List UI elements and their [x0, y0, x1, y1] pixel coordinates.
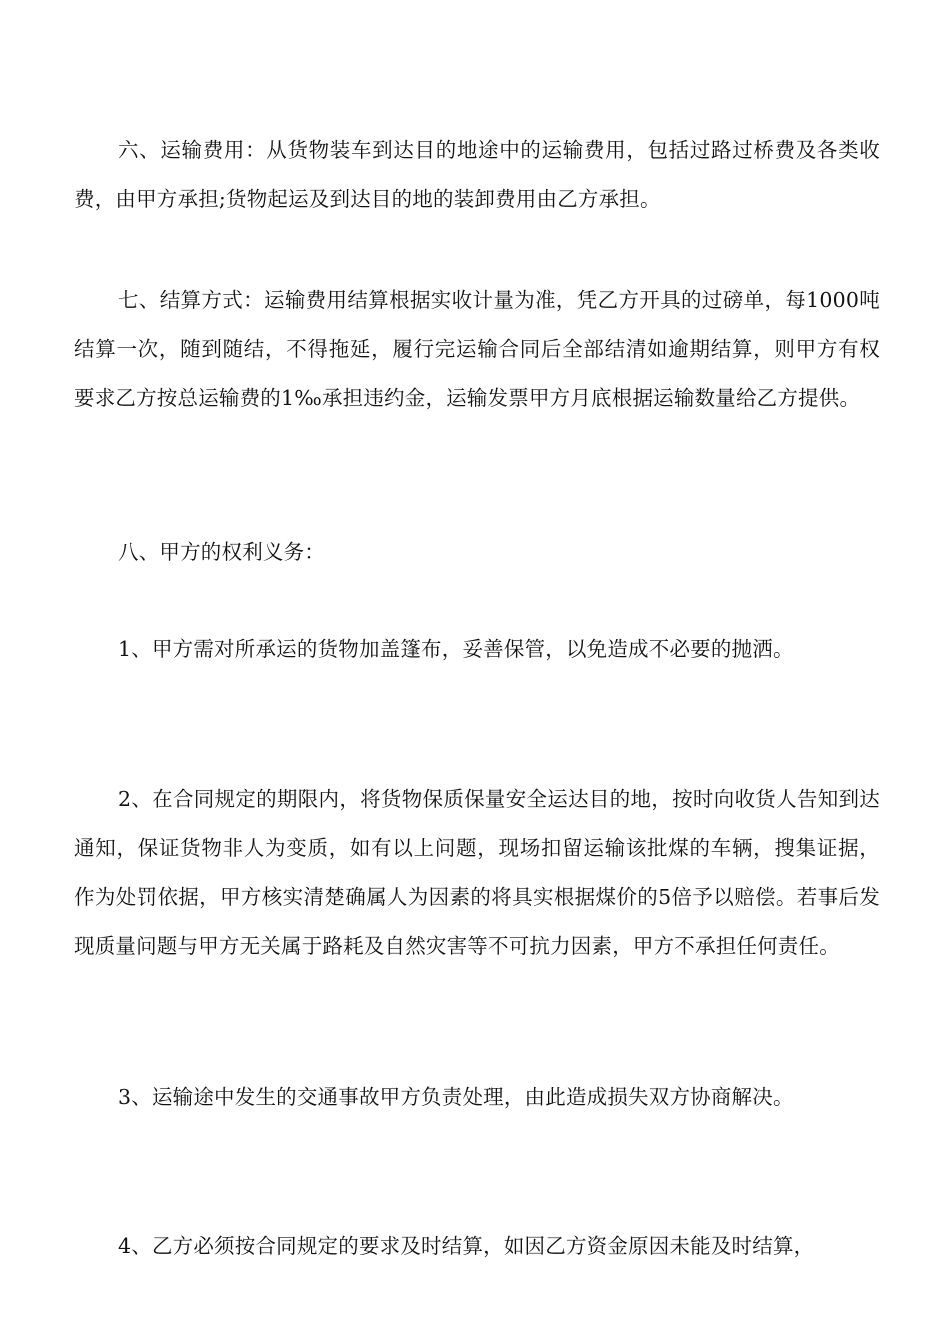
clause-7-settlement-method: 七、结算方式：运输费用结算根据实收计量为准，凭乙方开具的过磅单，每1000吨结算一次，随到随结，不得拖延，履行完运输合同后全部结清如逾期结算，则甲方有权要求乙方按总运输费的1‰承担违约金，运输发票甲方月底根据运输数量给乙方提供。: [74, 288, 880, 410]
clause-6-transport-fees: 六、运输费用：从货物装车到达目的地途中的运输费用，包括过路过桥费及各类收费，由甲方承担;货物起运及到达目的地的装卸费用由乙方承担。: [74, 138, 880, 211]
clause-8-item-2: 2、在合同规定的期限内，将货物保质保量安全运达目的地，按时向收货人告知到达通知，保证货物非人为变质，如有以上问题，现场扣留运输该批煤的车辆，搜集证据，作为处罚依据，甲方核实清楚确属人为因素的将具实根据煤价的5倍予以赔偿。若事后发现质量问题与甲方无关属于路耗及自然灾害等不可抗力因素，甲方不承担任何责任。: [74, 787, 880, 958]
clause-8-heading-party-a-rights: 八、甲方的权利义务：: [118, 540, 325, 564]
clause-8-item-1: 1、甲方需对所承运的货物加盖篷布，妥善保管，以免造成不必要的抛洒。: [118, 637, 794, 661]
clause-8-item-3: 3、运输途中发生的交通事故甲方负责处理，由此造成损失双方协商解决。: [118, 1085, 794, 1109]
clause-8-item-4: 4、乙方必须按合同规定的要求及时结算，如因乙方资金原因未能及时结算，: [118, 1234, 815, 1258]
